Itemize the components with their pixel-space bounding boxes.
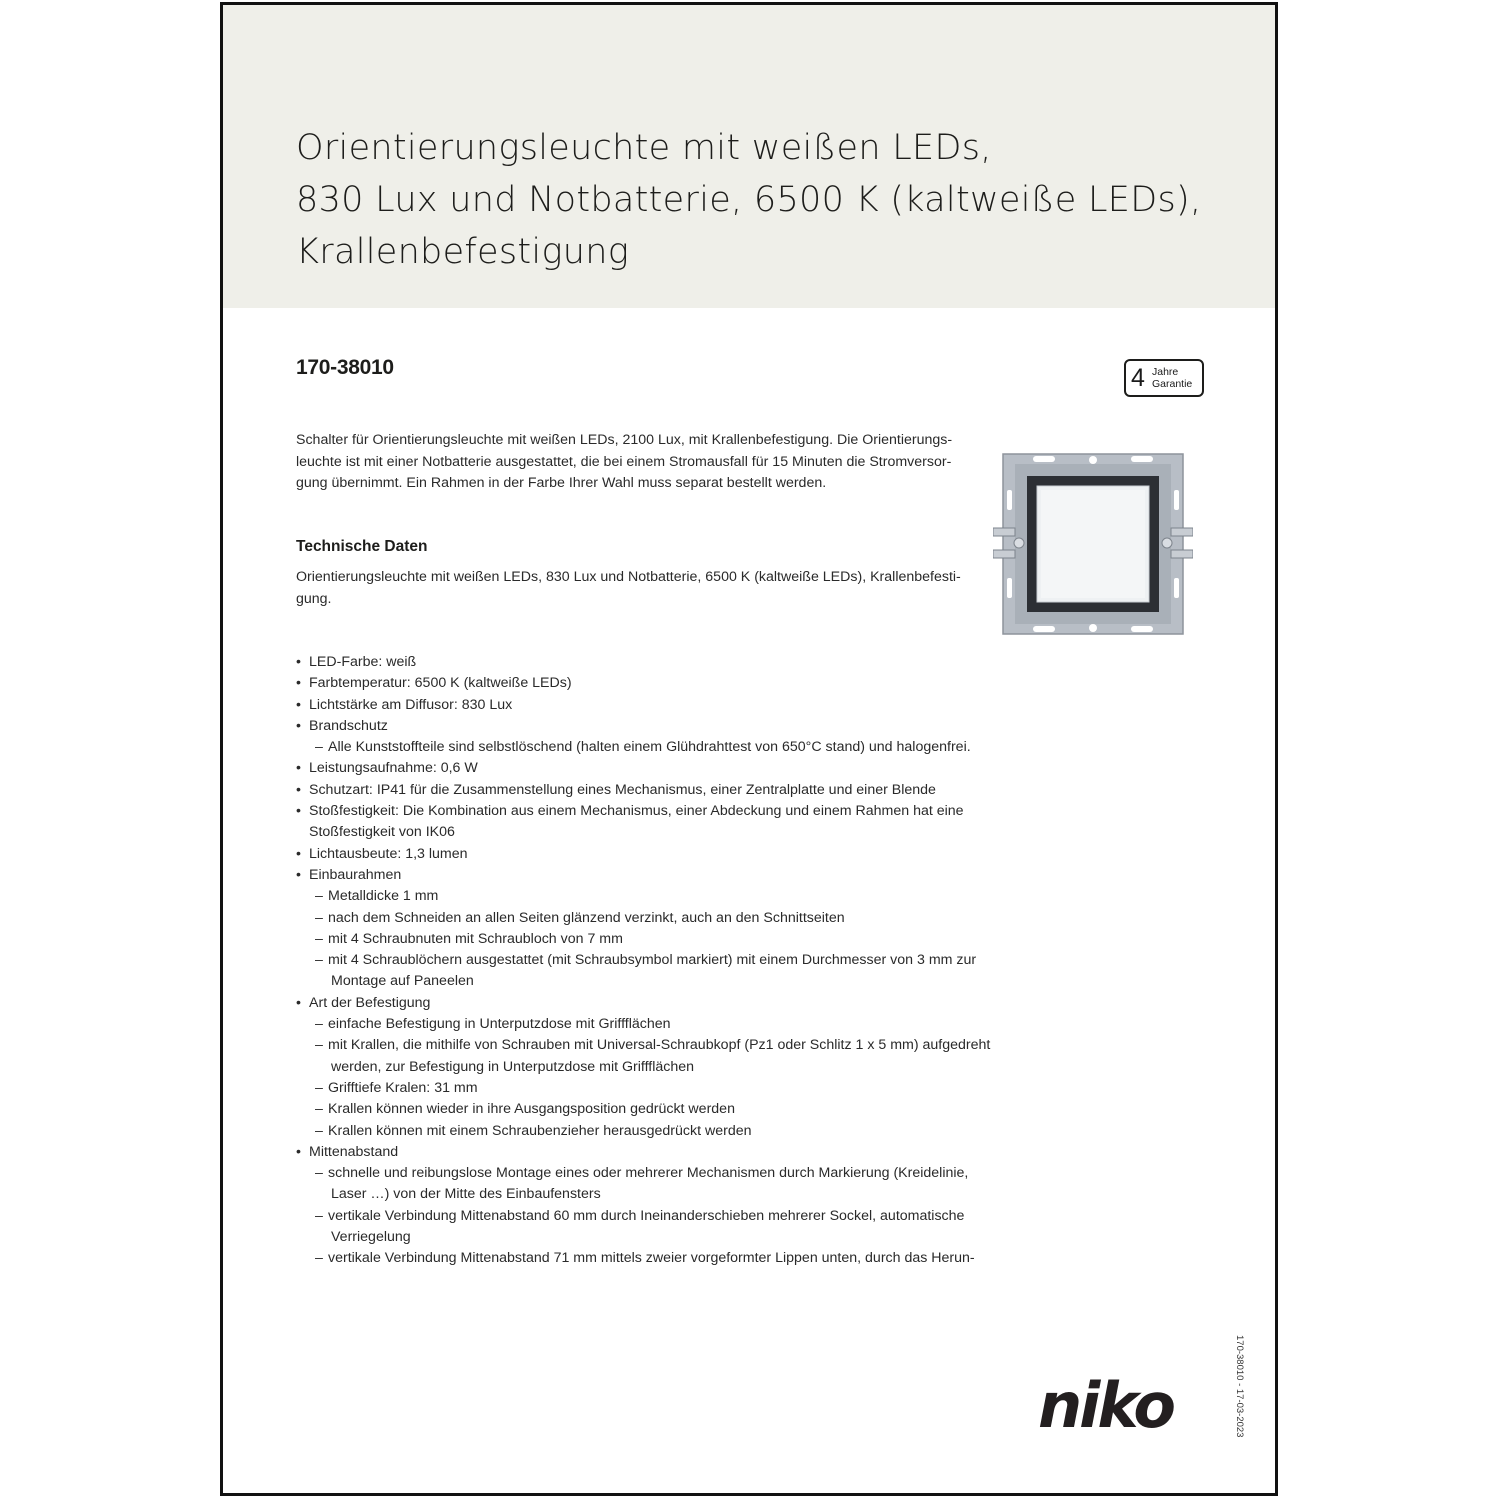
spec-item: • LED-Farbe: weiß	[296, 652, 996, 673]
spec-subitem: – schnelle und reibungslose Montage eines oder mehrerer Mechanismen durch Markierung (Kreidelinie,	[296, 1163, 996, 1184]
technical-description	[296, 567, 961, 610]
spec-item: • Mittenabstand	[296, 1142, 996, 1163]
spec-item: • Art der Befestigung	[296, 993, 996, 1014]
spec-subitem: – vertikale Verbindung Mittenabstand 71 mm mittels zweier vorgeformter Lippen unten, durch das Herun-	[296, 1248, 996, 1269]
technical-description-line: gung.	[296, 590, 332, 607]
title-line: Krallenbefestigung	[296, 232, 630, 272]
spec-subitem: – mit Krallen, die mithilfe von Schrauben mit Universal-Schraubkopf (Pz1 oder Schlitz 1 x 5 mm) aufgedreht	[296, 1035, 996, 1056]
spec-subitem: – mit 4 Schraubnuten mit Schraubloch von 7 mm	[296, 929, 996, 950]
warranty-years: 4	[1131, 364, 1145, 392]
spec-item: • Leistungsaufnahme: 0,6 W	[296, 758, 996, 779]
spec-subitem: – Alle Kunststoffteile sind selbstlöschend (halten einem Glühdrahttest von 650°C stand) und halogenfrei.	[296, 737, 996, 758]
product-title	[296, 122, 1202, 278]
spec-item-continued: Laser …) von der Mitte des Einbaufensters	[331, 1186, 601, 1203]
product-image	[993, 450, 1193, 638]
intro-line: Schalter für Orientierungsleuchte mit weißen LEDs, 2100 Lux, mit Krallenbefestigung. Die Orientierungs-	[296, 432, 953, 448]
spec-list	[296, 652, 996, 1270]
spec-subitem: – Grifftiefe Kralen: 31 mm	[296, 1078, 996, 1099]
article-number: 170-38010	[296, 356, 394, 379]
spec-item: • Lichtstärke am Diffusor: 830 Lux	[296, 695, 996, 716]
spec-subitem: – Metalldicke 1 mm	[296, 886, 996, 907]
title-line: 830 Lux und Notbatterie, 6500 K (kaltweiße LEDs),	[296, 180, 1202, 220]
spec-subitem: – nach dem Schneiden an allen Seiten glänzend verzinkt, auch an den Schnittseiten	[296, 908, 996, 929]
spec-item-continued: Montage auf Paneelen	[331, 973, 474, 990]
niko-logo	[1038, 1375, 1213, 1437]
intro-line: gung übernimmt. Ein Rahmen in der Farbe Ihrer Wahl muss separat bestellt werden.	[296, 475, 827, 491]
technical-data-heading: Technische Daten	[296, 538, 428, 555]
spec-item: • Lichtausbeute: 1,3 lumen	[296, 844, 996, 865]
intro-paragraph	[296, 430, 956, 495]
spec-item-continued: Verriegelung	[331, 1229, 411, 1246]
spec-item: • Brandschutz	[296, 716, 996, 737]
logo-wordmark: niko	[1038, 1375, 1174, 1437]
document-reference: 170-38010 - 17-03-2023	[1234, 1335, 1245, 1438]
warranty-label-line: Jahre	[1152, 366, 1179, 378]
warranty-label-line: Garantie	[1152, 378, 1193, 390]
spec-item-continued: Stoßfestigkeit von IK06	[309, 824, 455, 841]
spec-subitem: – Krallen können mit einem Schraubenzieher herausgedrückt werden	[296, 1121, 996, 1142]
spec-subitem: – einfache Befestigung in Unterputzdose mit Griffflächen	[296, 1014, 996, 1035]
spec-item: • Farbtemperatur: 6500 K (kaltweiße LEDs)	[296, 673, 996, 694]
spec-subitem: – mit 4 Schraublöchern ausgestattet (mit Schraubsymbol markiert) mit einem Durchmesser von 3 mm zur	[296, 950, 996, 971]
datasheet-page	[220, 2, 1278, 1496]
intro-line: leuchte ist mit einer Notbatterie ausgestattet, die bei einem Stromausfall für 15 Minuten die Stromversor-	[296, 453, 952, 470]
spec-item: • Schutzart: IP41 für die Zusammenstellung eines Mechanismus, einer Zentralplatte und einer Blende	[296, 780, 996, 801]
spec-item: • Einbaurahmen	[296, 865, 996, 886]
spec-subitem: – vertikale Verbindung Mittenabstand 60 mm durch Ineinanderschieben mehrerer Sockel, automatische	[296, 1206, 996, 1227]
warranty-badge	[1124, 359, 1204, 397]
spec-item-continued: werden, zur Befestigung in Unterputzdose mit Griffflächen	[331, 1058, 695, 1075]
warranty-label	[1152, 366, 1192, 390]
technical-description-line: Orientierungsleuchte mit weißen LEDs, 830 Lux und Notbatterie, 6500 K (kaltweiße LEDs), Krallenbefesti-	[296, 569, 961, 585]
spec-subitem: – Krallen können wieder in ihre Ausgangsposition gedrückt werden	[296, 1099, 996, 1120]
title-line: Orientierungsleuchte mit weißen LEDs,	[296, 128, 992, 168]
spec-item: • Stoßfestigkeit: Die Kombination aus einem Mechanismus, einer Abdeckung und einem Rahmen hat eine	[296, 801, 996, 822]
